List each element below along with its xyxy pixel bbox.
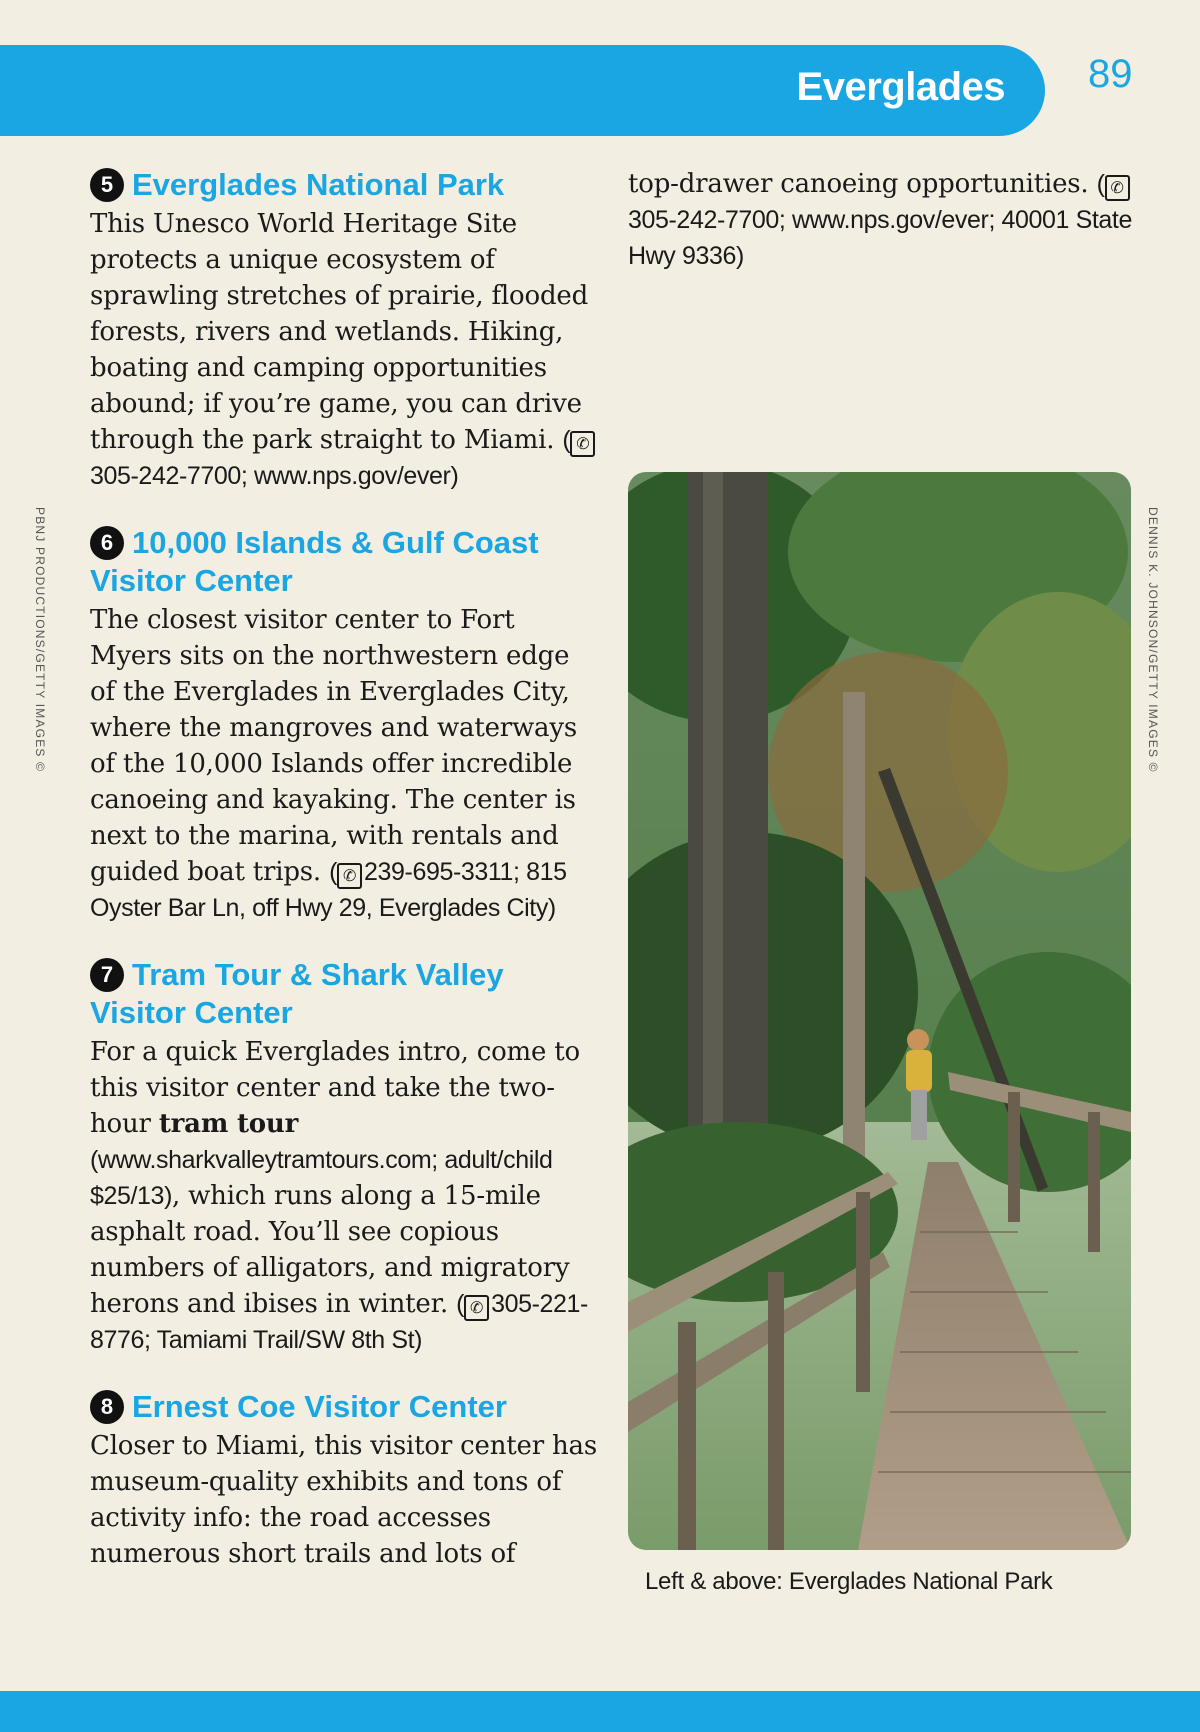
boardwalk-photo-illustration: [628, 472, 1131, 1550]
info-paren: (: [329, 858, 338, 886]
entry-everglades-national-park: [90, 166, 602, 494]
info-text: 305-242-7700; www.nps.gov/ever): [90, 462, 459, 490]
entry-title: 10,000 Islands & Gulf Coast Visitor Center: [90, 525, 539, 598]
entry-heading: [90, 166, 602, 204]
phone-icon: ✆: [1105, 175, 1130, 201]
entry-body: [90, 602, 602, 926]
entry-inline-info: (www.sharkvalleytramtours.com; adult/child $25/13): [90, 1146, 553, 1210]
photo-credit-right: DENNIS K. JOHNSON/GETTY IMAGES ©: [1146, 507, 1160, 773]
header-band: [0, 45, 1045, 136]
section-title: Everglades: [796, 65, 1005, 109]
number-badge: 8: [90, 1390, 124, 1424]
left-column: [90, 166, 602, 1602]
page-number: 89: [1088, 52, 1133, 96]
entry-text: , which runs along a 15-mile asphalt road. You’ll see copious numbers of alligators, and migratory herons and ibises in winter.: [90, 1181, 570, 1319]
phone-icon: ✆: [464, 1295, 489, 1321]
phone-icon: ✆: [570, 431, 595, 457]
entry-text: For a quick Everglades intro, come to this visitor center and take the two-hour: [90, 1037, 580, 1139]
phone-icon: ✆: [337, 863, 362, 889]
entry-body: [90, 1034, 602, 1358]
number-badge: 5: [90, 168, 124, 202]
info-text: 305-242-7700; www.nps.gov/ever; 40001 State Hwy 9336): [628, 206, 1132, 270]
info-paren: (: [562, 426, 571, 454]
number-badge: 6: [90, 526, 124, 560]
number-badge: 7: [90, 958, 124, 992]
info-paren: (: [456, 1290, 465, 1318]
entry-heading: [90, 956, 602, 1032]
entry-highlight: tram tour: [158, 1109, 299, 1139]
bottom-band: [0, 1691, 1200, 1732]
entry-heading: [90, 524, 602, 600]
entry-shark-valley: [90, 956, 602, 1358]
entry-ernest-coe: [90, 1388, 602, 1572]
right-column: [628, 166, 1138, 274]
photo-caption: Left & above: Everglades National Park: [645, 1568, 1053, 1595]
entry-continuation: [628, 166, 1138, 274]
photo-boardwalk: [628, 472, 1131, 1550]
entry-title: Ernest Coe Visitor Center: [132, 1389, 507, 1424]
entry-text: Closer to Miami, this visitor center has museum-quality exhibits and tons of activity info: the road accesses numerous short trails and lots of: [90, 1431, 597, 1569]
entry-title: Everglades National Park: [132, 167, 505, 202]
photo-credit-left: PBNJ PRODUCTIONS/GETTY IMAGES ©: [33, 507, 47, 773]
info-paren: (: [1096, 170, 1105, 198]
entry-text: This Unesco World Heritage Site protects a unique ecosystem of sprawling stretches of prairie, flooded forests, rivers and wetlands. Hiking, boating and camping opportunities abound; if you’re game, you can drive through the park straight to Miami.: [90, 209, 589, 455]
entry-body: [90, 1428, 602, 1572]
info-text: 305-221-8776; Tamiami Trail/SW 8th St): [90, 1290, 588, 1354]
entry-text: top-drawer canoeing opportunities.: [628, 169, 1089, 199]
entry-10000-islands: [90, 524, 602, 926]
entry-text: The closest visitor center to Fort Myers sits on the northwestern edge of the Everglades in Everglades City, where the mangroves and waterways of the 10,000 Islands offer incredible canoeing and kayaking. The center is next to the marina, with rentals and guided boat trips.: [90, 605, 577, 887]
entry-heading: [90, 1388, 602, 1426]
info-text: 239-695-3311; 815 Oyster Bar Ln, off Hwy 29, Everglades City): [90, 858, 567, 922]
entry-title: Tram Tour & Shark Valley Visitor Center: [90, 957, 504, 1030]
entry-body: [90, 206, 602, 494]
